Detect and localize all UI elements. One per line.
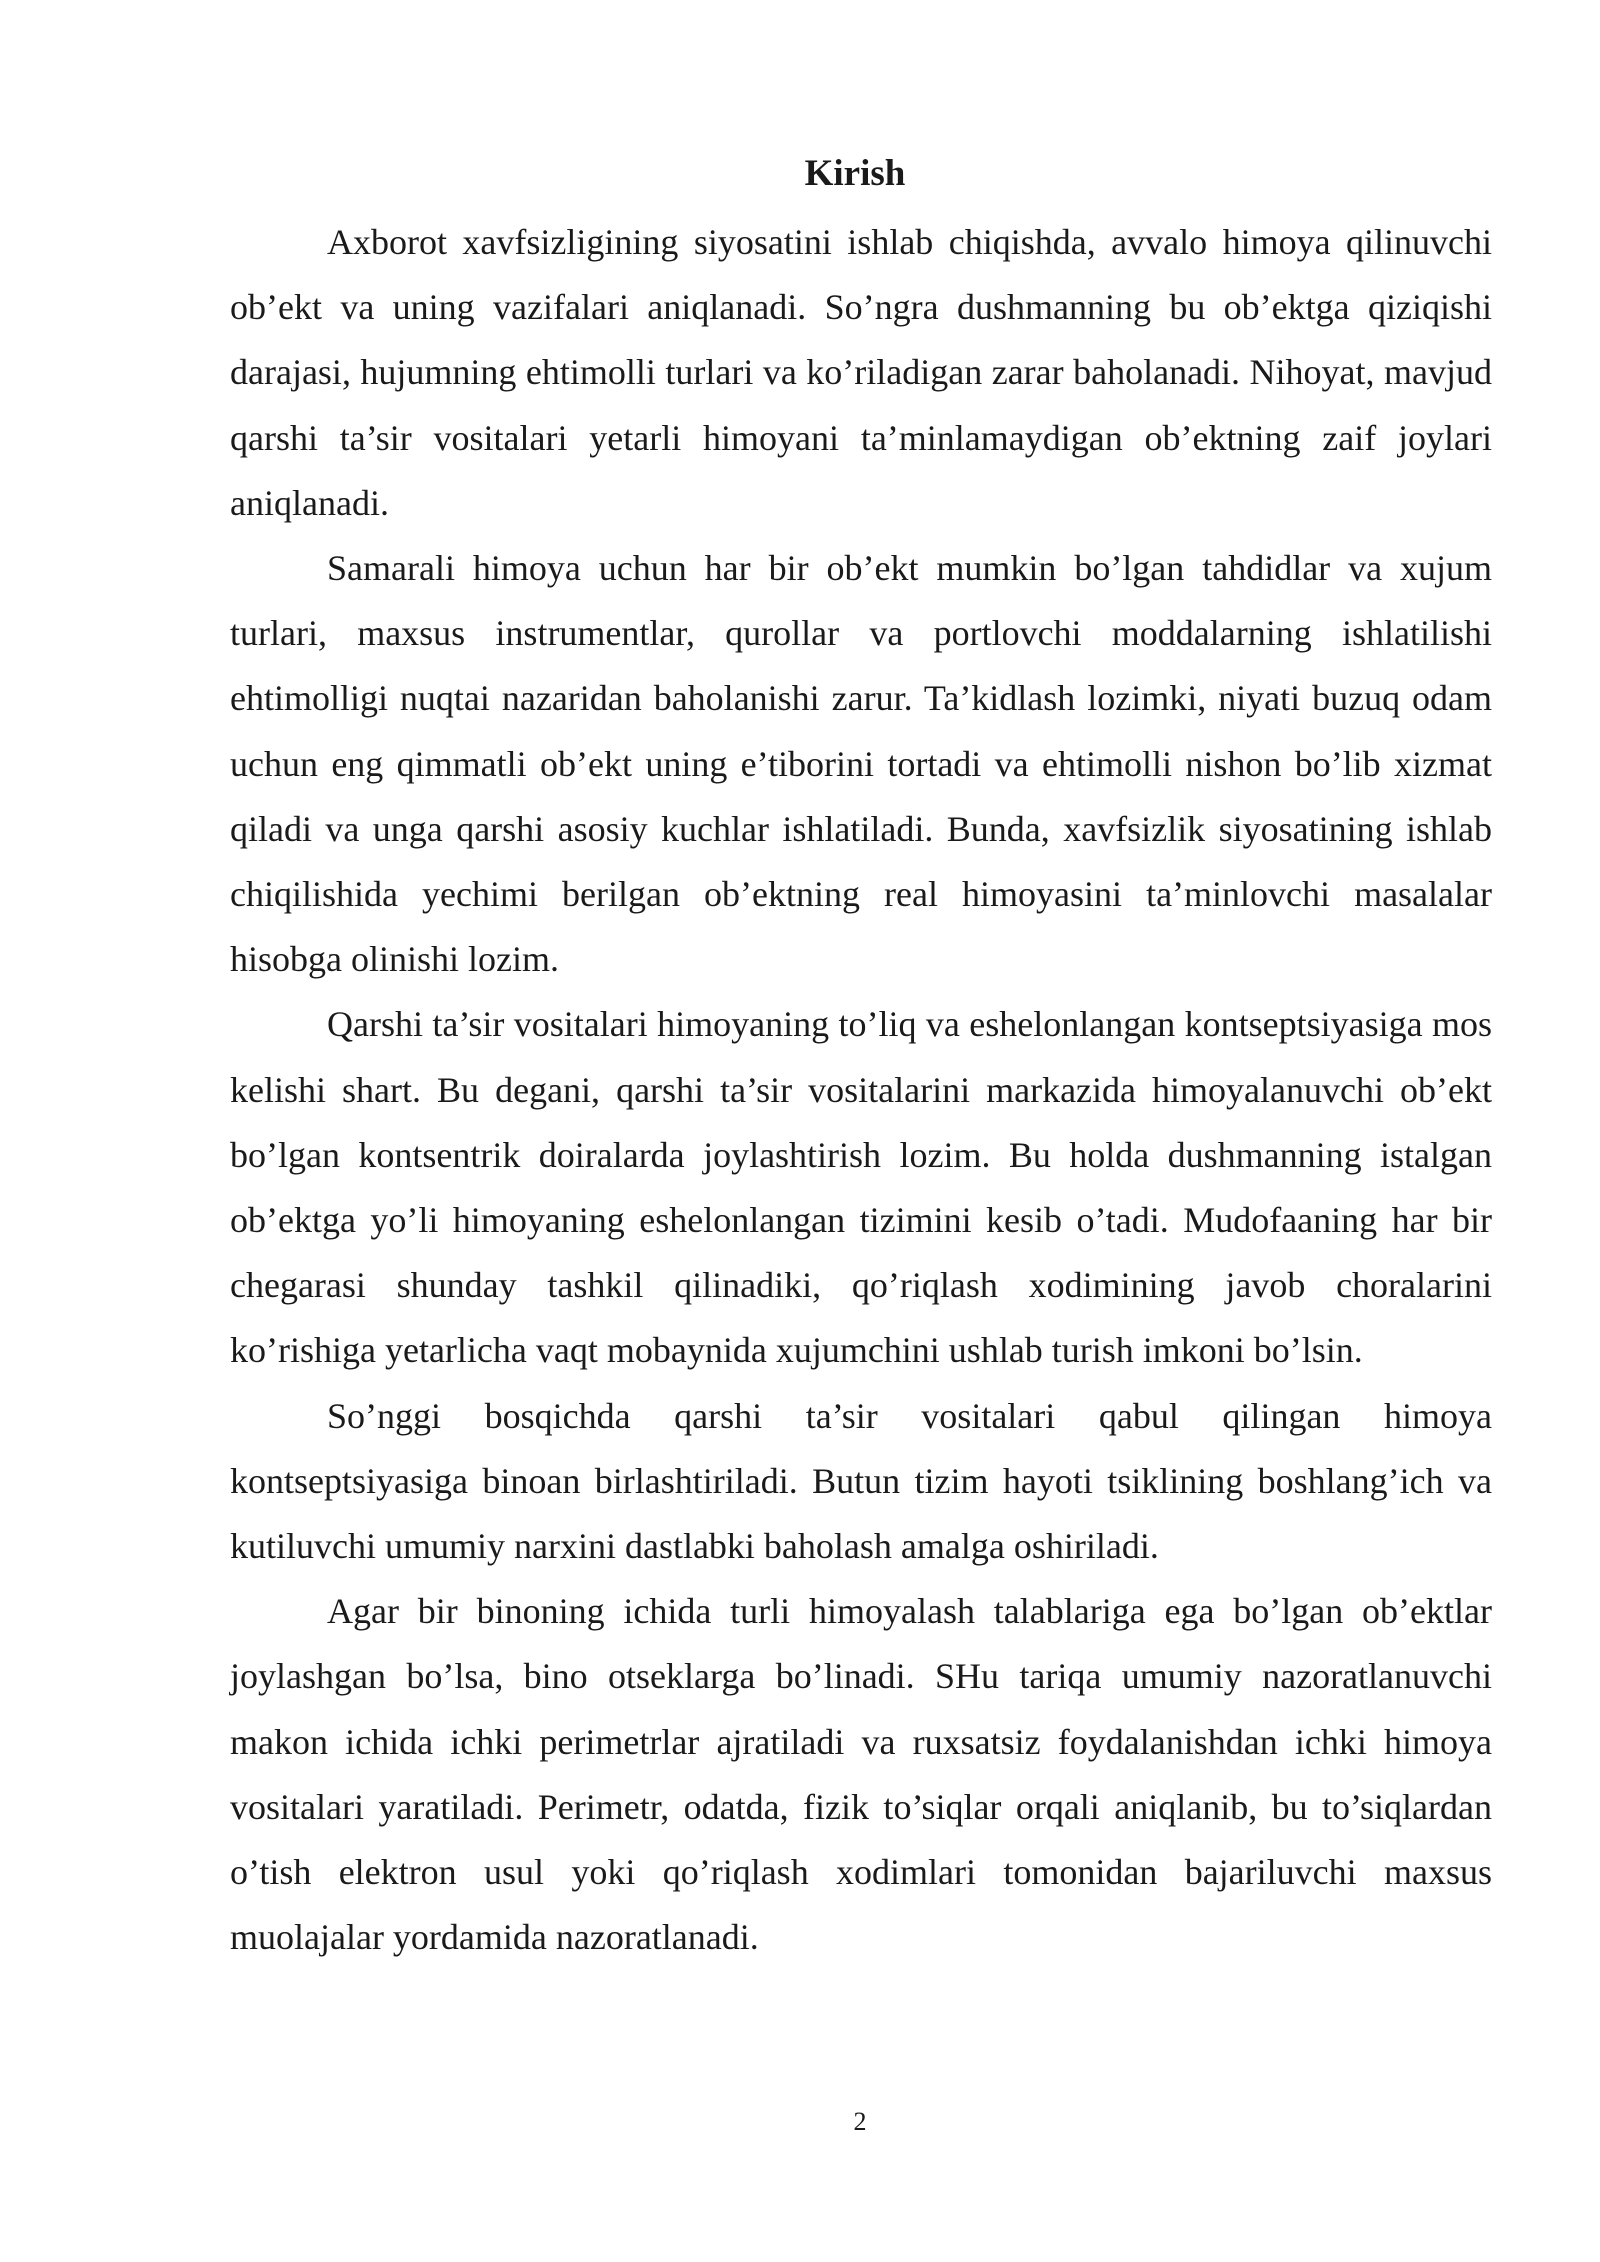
paragraph: Agar bir binoning ichida turli himoyalash talablariga ega bo’lgan ob’ektlar joylashgan bo’lsa, bino otseklarga bo’linadi. SHu tariqa umumiy nazoratlanuvchi makon ichida ichki perimetrlar ajratiladi va ruxsatsiz foydalanishdan ichki himoya vositalari yaratiladi. Perimetr, odatda, fizik to’siqlar orqali aniqlanib, bu to’siqlardan o’tish elektron usul yoki qo’riqlash xodimlari tomonidan bajariluvchi maxsus muolajalar yordamida nazoratlanadi. — [230, 1591, 1492, 1958]
paragraph: So’nggi bosqichda qarshi ta’sir vositalari qabul qilingan himoya kontseptsiyasiga binoan birlashtiriladi. Butun tizim hayoti tsiklining boshlang’ich va kutiluvchi umumiy narxini dastlabki baholash amalga oshiriladi. — [230, 1395, 1492, 1567]
paragraph: Axborot xavfsizligining siyosatini ishlab chiqishda, avvalo himoya qilinuvchi ob’ekt va uning vazifalari aniqlanadi. So’ngra dushmanning bu ob’ektga qiziqishi darajasi, hujumning ehtimolli turlari va ko’riladigan zarar baholanadi. Nihoyat, mavjud qarshi ta’sir vositalari yetarli himoyani ta’minlamaydigan ob’ektning zaif joylari aniqlanadi. — [230, 222, 1492, 523]
paragraph: Samarali himoya uchun har bir ob’ekt mumkin bo’lgan tahdidlar va xujum turlari, maxsus instrumentlar, qurollar va portlovchi moddalarning ishlatilishi ehtimolligi nuqtai nazaridan baholanishi zarur. Ta’kidlash lozimki, niyati buzuq odam uchun eng qimmatli ob’ekt uning e’tiborini tortadi va ehtimolli nishon bo’lib xizmat qiladi va unga qarshi asosiy kuchlar ishlatiladi. Bunda, xavfsizlik siyosatining ishlab chiqilishida yechimi berilgan ob’ektning real himoyasini ta’minlovchi masalalar hisobga olinishi lozim. — [230, 548, 1492, 980]
paragraph: Qarshi ta’sir vositalari himoyaning to’liq va eshelonlangan kontseptsiyasiga mos kelishi shart. Bu degani, qarshi ta’sir vositalarini markazida himoyalanuvchi ob’ekt bo’lgan kontsentrik doiralarda joylashtirish lozim. Bu holda dushmanning istalgan ob’ektga yo’li himoyaning eshelonlangan tizimini kesib o’tadi. Mudofaaning har bir chegarasi shunday tashkil qilinadiki, qo’riqlash xodimining javob choralarini ko’rishiga yetarlicha vaqt mobaynida xujumchini ushlab turish imkoni bo’lsin. — [230, 1004, 1492, 1371]
body-text — [230, 210, 1492, 1970]
page-number: 2 — [853, 2107, 867, 2136]
page-title: Kirish — [804, 153, 906, 194]
